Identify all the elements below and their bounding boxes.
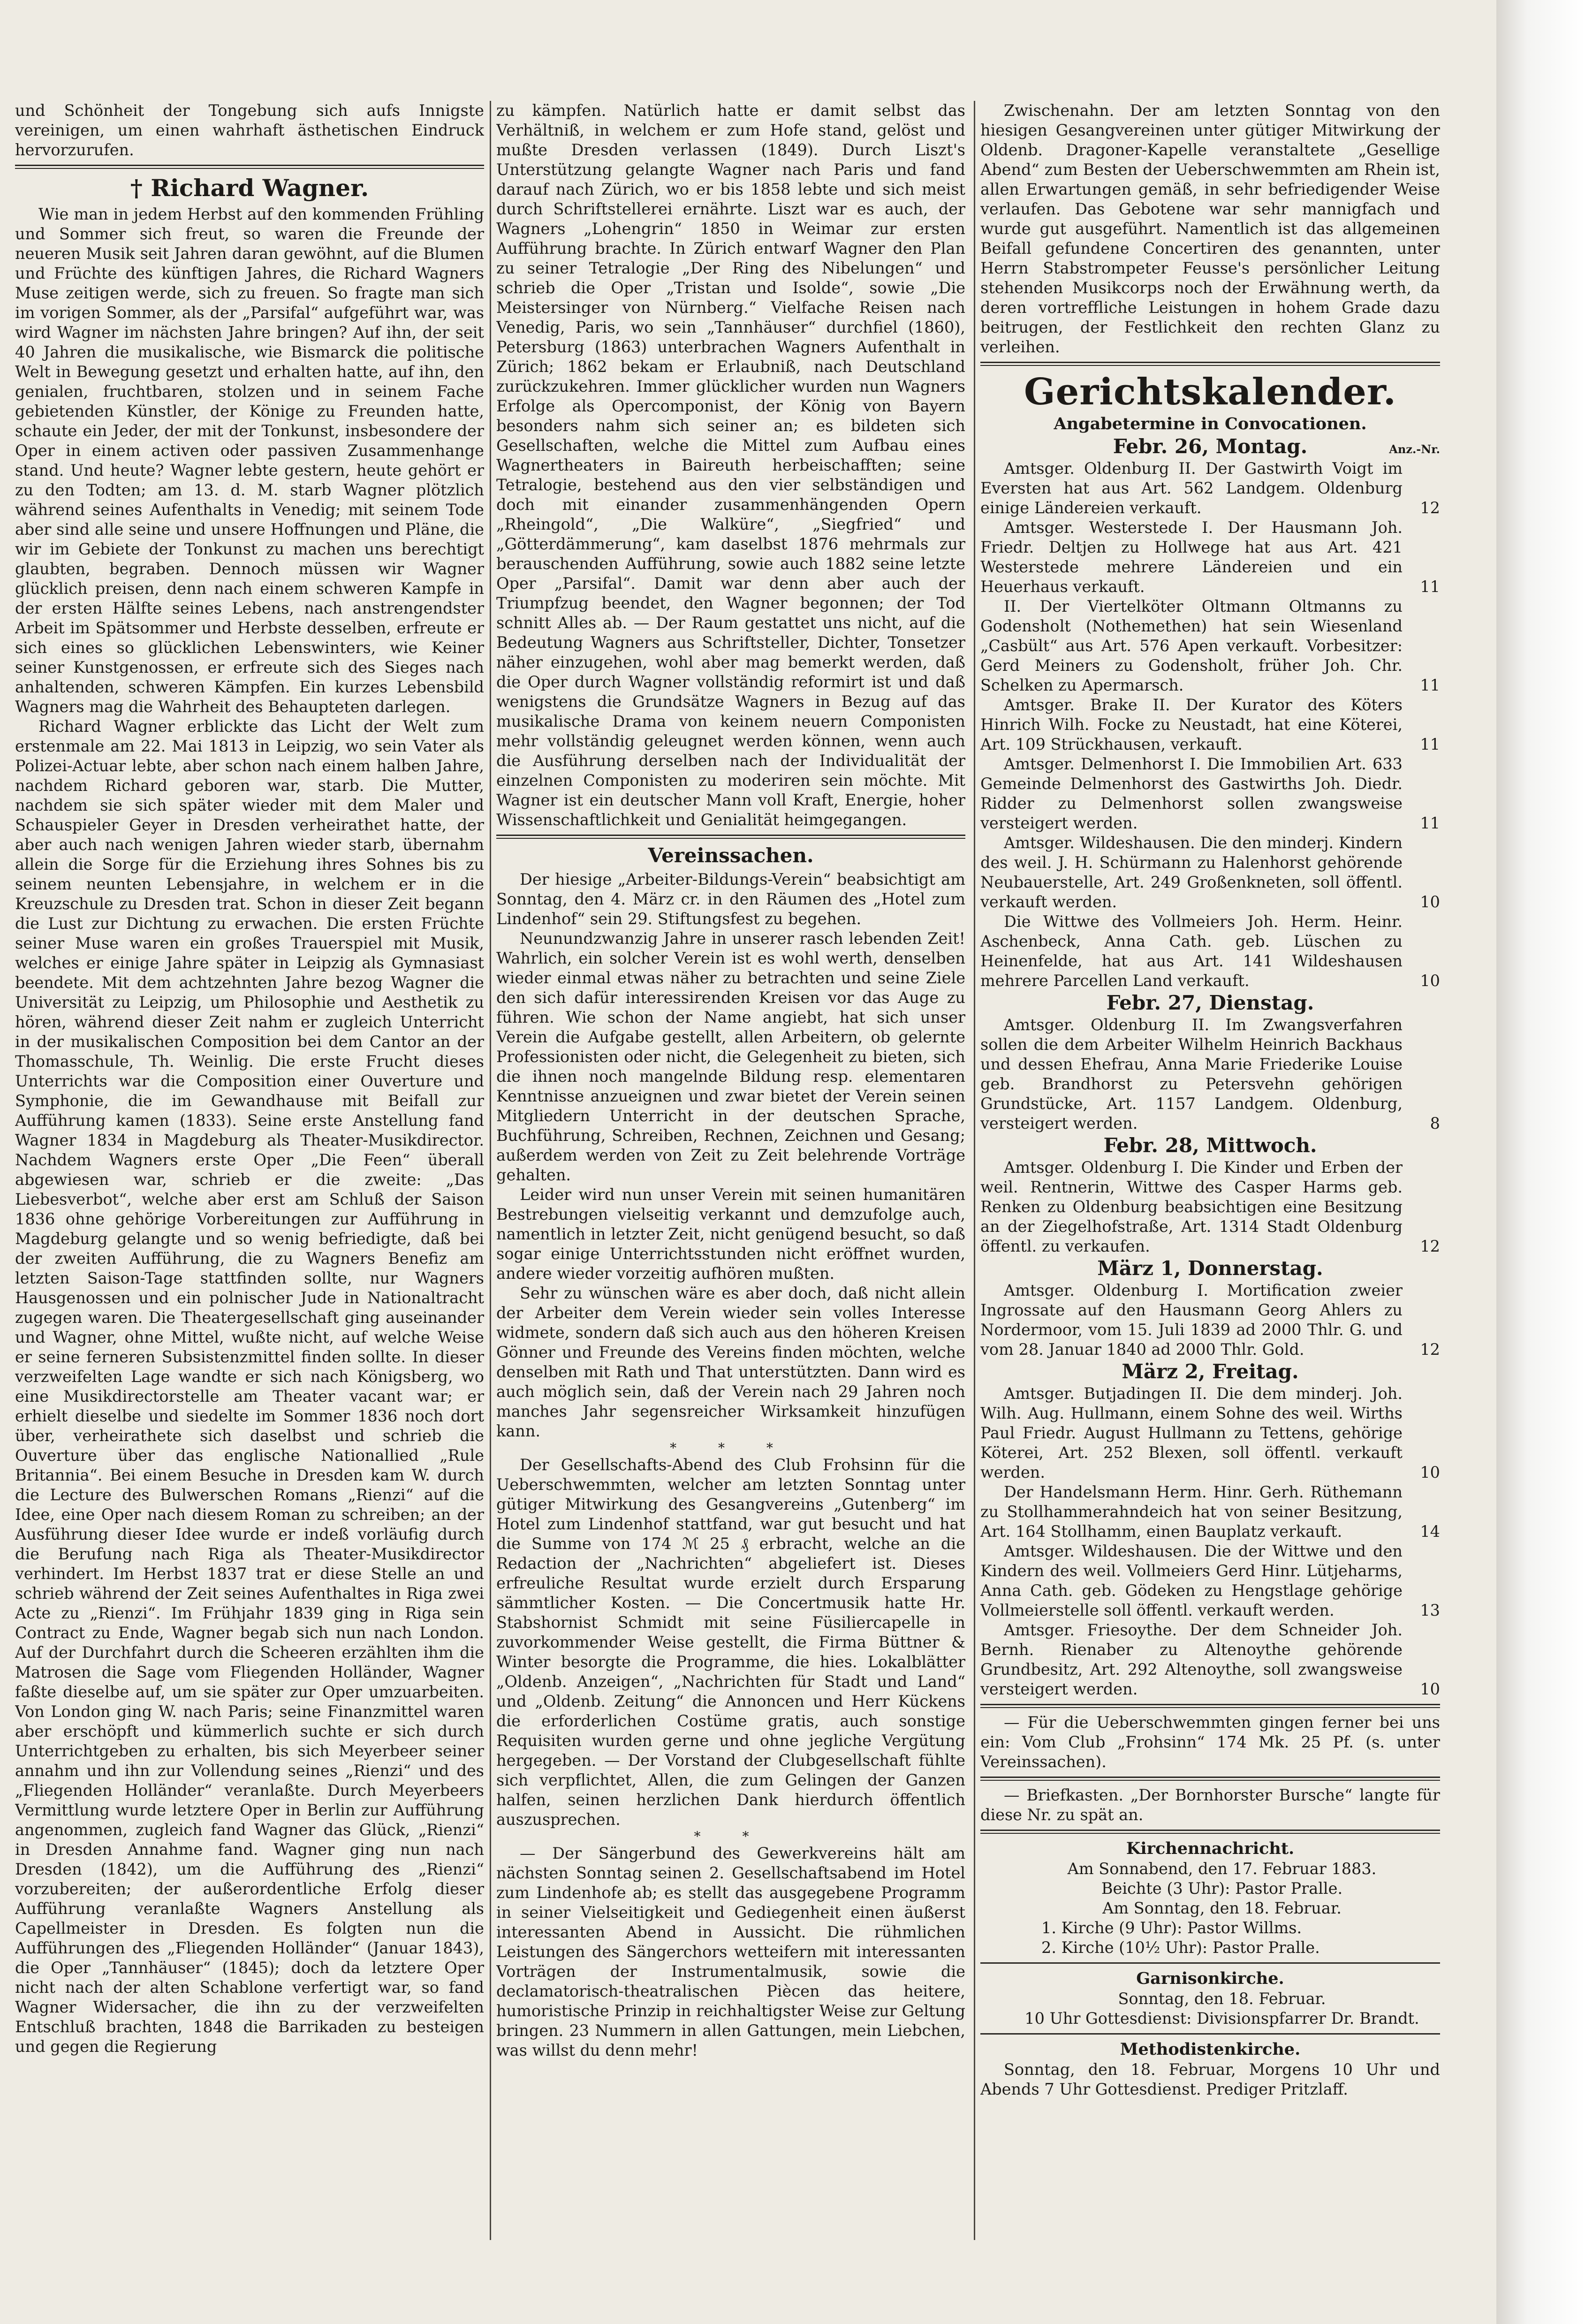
- entry-number: 12: [1420, 1237, 1440, 1255]
- entry-text: Die Wittwe des Vollmeiers Joh. Herm. Heinr. Aschenbeck, Anna Cath. geb. Lüschen zu Heinenfelde, hat aus Art. 141 Wildeshausen mehrere Parcellen Land verkauft.: [980, 912, 1403, 990]
- column-1: [15, 101, 484, 2278]
- section-heading: Vereinssachen.: [648, 844, 814, 867]
- paragraph: Leider wird nun unser Verein mit seinen humanitären Bestrebungen vielseitig verkannt und demzufolge auch, namentlich in letzter Zeit, nicht genügend besucht, so daß sogar einige Unterrichtsstunden nicht eröffnet wurden, andere wieder vorzeitig aufhören mußten.: [496, 1185, 965, 1283]
- court-entry: [980, 518, 1440, 597]
- date-heading: Febr. 28, Mittwoch.: [1103, 1134, 1317, 1157]
- church-line: Sonntag, den 18. Februar, Morgens 10 Uhr und Abends 7 Uhr Gottesdienst. Prediger Pritzlaff.: [980, 2060, 1440, 2098]
- date-heading: [980, 434, 1440, 459]
- court-entry: [980, 1542, 1440, 1620]
- entry-number: 12: [1420, 1340, 1440, 1359]
- court-entry: [980, 1620, 1440, 1699]
- entry-number: 11: [1420, 814, 1440, 832]
- church-heading: Garnisonkirche.: [1136, 1969, 1284, 1988]
- paragraph: Der Gesellschafts-Abend des Club Frohsinn für die Ueberschwemmten, welcher am letzten Sonntag unter gütiger Mitwirkung des Gesangvereins „Gutenberg“ im Hotel zum Lindenhof stattfand, war gut besucht und hat die Summe von 174 ℳ 25 ₰ erbracht, welche an die Redaction der „Nachrichten“ abgeliefert ist. Dieses erfreuliche Resultat wurde erzielt durch Ersparung sämmtlicher Kosten. — Die Concertmusik hatte Hr. Stabshornist Schmidt mit seine Füsiliercapelle in zuvorkommender Weise gestellt, die Firma Büttner & Winter besorgte die Programme, die hies. Lokalblätter „Oldenb. Anzeigen“, „Nachrichten für Stadt und Land“ und „Oldenb. Zeitung“ die Annoncen und Herr Kückens die erforderlichen Costüme gratis, auch sonstige Requisiten wurden gerne und ohne jegliche Vergütung hergegeben. — Der Vorstand der Clubgesellschaft fühlte sich verpflichtet, Allen, die zum Gelingen der Ganzen halfen, seinen herzlichen Dank hierdurch öffentlich auszusprechen.: [496, 1456, 965, 1829]
- date-label: Febr. 26, Montag.: [1113, 435, 1308, 458]
- entry-text: Amtsger. Wildeshausen. Die der Wittwe und den Kindern des weil. Vollmeiers Gerd Hinr. Lütjeharms, Anna Cath. geb. Gödeken zu Hengstlage gehörige Vollmeierstelle soll öffentl. verkauft werden.: [980, 1542, 1403, 1619]
- entry-text: Amtsger. Oldenburg II. Im Zwangsverfahren sollen die dem Arbeiter Wilhelm Heinrich Backhaus und dessen Ehefrau, Anna Marie Friederike Louise geb. Brandhorst zu Petersvehn gehörigen Grundstücke, Art. 1157 Landgem. Oldenburg, versteigert werden.: [980, 1016, 1403, 1132]
- entry-text: Amtsger. Brake II. Der Kurator des Köters Hinrich Wilh. Focke zu Neustadt, hat eine Köterei, Art. 109 Strückhausen, verkauft.: [980, 696, 1403, 753]
- paragraph: Richard Wagner erblickte das Licht der Welt zum erstenmale am 22. Mai 1813 in Leipzig, wo sein Vater als Polizei-Actuar lebte, aber schon nach einem halben Jahre, nachdem Richard geboren war, starb. Die Mutter, nachdem sie sich später wieder mit dem Maler und Schauspieler Geyer in Dresden verheirathet hatte, der aber auch nach wenigen Jahren wieder starb, übernahm allein die Sorge für die Erziehung ihres Sohnes bis zu seinem neunten Lebensjahre, in welchem er in die Kreuzschule zu Dresden trat. Schon in dieser Zeit begann die Lust zur Dichtung zu erwachen. Die ersten Früchte seiner Muse waren ein großes Trauerspiel mit Musik, welches er einige Jahre später in Leipzig als Gymnasiast beendete. Mit dem achtzehnten Jahre bezog Wagner die Universität zu Leipzig, um Philosophie und Aesthetik zu hören, während dieser Zeit nahm er zugleich Unterricht in der musikalischen Composition bei dem Cantor an der Thomasschule, Th. Weinlig. Die erste Frucht dieses Unterrichts war die Composition einer Ouverture und Symphonie, die im Gewandhause mit Beifall zur Aufführung kamen (1833). Seine erste Anstellung fand Wagner 1834 in Magdeburg als Theater-Musikdirector. Nachdem Wagners erste Oper „Die Feen“ überall abgewiesen war, schrieb er die zweite: „Das Liebesverbot“, welche aber erst am Schluß der Saison 1836 ohne gehörige Vorbereitungen zur Aufführung in Magdeburg gelangte und so wenig befriedigte, daß bei der zweiten Aufführung, die zu Wagners Benefiz am letzten Saison-Tage stattfinden sollte, nur Wagners Hausgenossen und ein polnischer Jude in Nationaltracht zugegen waren. Die Theatergesellschaft ging auseinander und Wagner, ohne Mittel, wußte nicht, auf welche Weise er seine ferneren Subsistenzmittel finden sollte. In dieser verzweifelten Lage wandte er sich nach Königsberg, wo eine Musikdirectorstelle am Theater vacant war; er erhielt dieselbe und siedelte im Sommer 1836 noch dort über, verheirathete sich daselbst und schrieb die Ouverture über das englische Nationallied „Rule Britannia“. Bei einem Besuche in Dresden kam W. durch die Lecture des Bulwerschen Romans „Rienzi“ auf die Idee, eine Oper nach diesem Roman zu schreiben; an der Ausführung dieser Idee wurde er indeß vorläufig durch die Berufung nach Riga als Theater-Musikdirector verhindert. Im Herbst 1837 trat er diese Stelle an und schrieb während der Zeit seines Aufenthaltes in Riga zwei Acte zu „Rienzi“. Im Frühjahr 1839 ging in Riga sein Contract zu Ende, Wagner begab sich nun nach London. Auf der Durchfahrt durch die Scheeren erzählten ihm die Matrosen die Sage vom Fliegenden Holländer, Wagner faßte dieselbe auf, um sie später zur Oper umzuarbeiten. Von London ging W. nach Paris; seine Finanzmittel waren aber erschöpft und kümmerlich suchte er sich durch Unterrichtgeben zu erhalten, bis sich Meyerbeer seiner annahm und ihn zur Vollendung seines „Rienzi“ und des „Fliegenden Holländer“ veranlaßte. Durch Meyerbeers Vermittlung wurde letztere Oper in Berlin zur Aufführung angenommen, zugleich fand Wagner das Glück, „Rienzi“ in Dresden Annahme fand. Wagner ging nun nach Dresden (1842), um die Aufführung des „Rienzi“ vorzubereiten; der außerordentliche Erfolg dieser Aufführung veranlaßte Wagners Anstellung als Capellmeister in Dresden. Es folgten nun die Aufführungen des „Fliegenden Holländer“ (Januar 1843), die Oper „Tannhäuser“ (1845); doch da letztere Oper nicht nach der alten Schablone verfertigt war, so fand Wagner Widersacher, die ihn zu der verzweifelten Entschluß brachten, 1848 die Barrikaden zu besteigen und gegen die Regierung: [15, 717, 484, 2056]
- article-heading: † Richard Wagner.: [130, 174, 369, 202]
- entry-number: 12: [1420, 499, 1440, 517]
- entry-text: Amtsger. Oldenburg II. Der Gastwirth Voigt im Eversten hat aus Art. 562 Landgem. Oldenburg einige Ländereien verkauft.: [980, 459, 1403, 517]
- entry-text: Amtsger. Oldenburg I. Mortification zweier Ingrossate auf den Hausmann Georg Ahlers zu Nordermoor, vom 15. Juli 1839 ad 2000 Thlr. G. und vom 28. Januar 1840 ad 2000 Thlr. Gold.: [980, 1281, 1403, 1359]
- court-entry: [980, 754, 1440, 833]
- paragraph: Der hiesige „Arbeiter-Bildungs-Verein“ beabsichtigt am Sonntag, den 4. März cr. in den Räumen des „Hotel zum Lindenhof“ sein 29. Stiftungsfest zu begehen.: [496, 870, 965, 928]
- section-heading: Gerichtskalender.: [1024, 371, 1396, 413]
- entry-number: 10: [1420, 893, 1440, 911]
- column-rule: [974, 101, 975, 2240]
- court-entry: [980, 1015, 1440, 1133]
- entry-number: 11: [1420, 676, 1440, 694]
- entry-text: Amtsger. Delmenhorst I. Die Immobilien Art. 633 Gemeinde Delmenhorst des Gastwirths Joh. Diedr. Ridder zu Delmenhorst sollen zwangsweise versteigert werden.: [980, 755, 1403, 832]
- entry-text: Amtsger. Wildeshausen. Die den minderj. Kindern des weil. J. H. Schürmann zu Halenhorst gehörende Neubauerstelle, Art. 249 Großenkneten, soll öffentl. verkauft werden.: [980, 834, 1403, 911]
- divider: [980, 1704, 1440, 1708]
- church-line: 2. Kirche (10½ Uhr): Pastor Pralle.: [1041, 1938, 1320, 1957]
- entry-number: 13: [1420, 1601, 1440, 1619]
- divider: [15, 165, 484, 169]
- separator-stars: * *: [694, 1829, 768, 1844]
- church-line: Am Sonnabend, den 17. Februar 1883.: [1067, 1860, 1377, 1878]
- entry-text: Amtsger. Butjadingen II. Die dem minderj. Joh. Wilh. Aug. Hullmann, einem Sohne des weil. Wirths Paul Friedr. August Hullmann zu Tettens, gehörige Köterei, Art. 252 Blexen, soll öffentl. verkauft werden.: [980, 1384, 1403, 1481]
- paragraph: Zwischenahn. Der am letzten Sonntag von den hiesigen Gesangvereinen unter gütiger Mitwirkung der Oldenb. Dragoner-Kapelle veranstaltete „Gesellige Abend“ zum Besten der Ueberschwemmten am Rhein ist, allen Erwartungen gemäß, in sehr befriedigender Weise verlaufen. Das Gebotene war sehr mannigfach und wurde gut ausgeführt. Namentlich ist das allgemeinen Beifall gefundene Concertiren des genannten, unter Herrn Stabstrompeter Feusse's persönlicher Leitung stehenden Musikcorps noch der Erwähnung werth, da deren vortreffliche Leistungen in hohem Grade dazu beitrugen, der Festlichkeit den rechten Glanz zu verleihen.: [980, 101, 1440, 356]
- divider: [496, 835, 965, 839]
- entry-text: Der Handelsmann Herm. Hinr. Gerh. Rüthemann zu Stollhammerahndeich hat von seiner Besitzung, Art. 164 Stollhamm, einen Bauplatz verkauft.: [980, 1483, 1403, 1541]
- church-line: Sonntag, den 18. Februar.: [1118, 1990, 1326, 2008]
- intro-text: und Schönheit der Tongebung sich aufs Innigste vereinigen, um einen wahrhaft ästhetischen Eindruck hervorzurufen.: [15, 101, 484, 159]
- paragraph: — Für die Ueberschwemmten gingen ferner bei uns ein: Vom Club „Frohsinn“ 174 Mk. 25 Pf. (s. unter Vereinssachen).: [980, 1713, 1440, 1771]
- court-entry: [980, 459, 1440, 518]
- court-entry: [980, 912, 1440, 991]
- entry-number: 11: [1420, 577, 1440, 596]
- court-entry: [980, 1482, 1440, 1542]
- separator-stars: * * *: [670, 1440, 792, 1456]
- page-margin: [1496, 0, 1585, 2324]
- paragraph: Neunundzwanzig Jahre in unserer rasch lebenden Zeit! Wahrlich, ein solcher Verein ist es wohl werth, denselben wieder einmal etwas näher zu betrachten und seine Ziele den sich dafür interessirenden Kreisen vor das Auge zu führen. Wie schon der Name angiebt, hat sich unser Verein die Aufgabe gestellt, allen Arbeitern, ob gelernte Professionisten oder nicht, die Gelegenheit zu bieten, sich die ihnen noch mangelnde Bildung resp. elementaren Kenntnisse anzueignen und zwar bietet der Verein seinen Mitgliedern Unterricht in der deutschen Sprache, Buchführung, Schreiben, Rechnen, Zeichnen und Gesang; außerdem werden von Zeit zu Zeit belehrende Vorträge gehalten.: [496, 929, 965, 1184]
- entry-number: 14: [1420, 1522, 1440, 1541]
- divider: [980, 362, 1440, 366]
- entry-number: 10: [1420, 1680, 1440, 1698]
- church-line: 1. Kirche (9 Uhr): Pastor Willms.: [1041, 1919, 1302, 1937]
- divider: [980, 2033, 1440, 2035]
- column-rule: [490, 101, 491, 2240]
- entry-number: 11: [1420, 735, 1440, 753]
- court-entry: [980, 833, 1440, 912]
- church-heading: Kirchennachricht.: [1126, 1839, 1295, 1858]
- entry-number: 10: [1420, 1463, 1440, 1481]
- date-heading: März 1, Donnerstag.: [1097, 1257, 1323, 1280]
- court-entry: [980, 1281, 1440, 1359]
- entry-number: 8: [1430, 1114, 1440, 1132]
- date-heading: Febr. 27, Dienstag.: [1106, 991, 1314, 1014]
- entry-text: Amtsger. Westerstede I. Der Hausmann Joh. Friedr. Deltjen zu Hollwege hat aus Art. 421 Westerstede mehrere Ländereien und ein Heuerhaus verkauft.: [980, 518, 1403, 596]
- court-entry: [980, 597, 1440, 695]
- column-label: Anz.-Nr.: [1389, 442, 1440, 456]
- entry-text: Amtsger. Friesoythe. Der dem Schneider Joh. Bernh. Rienaber zu Altenoythe gehörende Grundbesitz, Art. 292 Altenoythe, soll zwangsweise versteigert werden.: [980, 1621, 1403, 1698]
- church-line: Am Sonntag, den 18. Februar.: [1102, 1899, 1342, 1917]
- church-line: Beichte (3 Uhr): Pastor Pralle.: [1101, 1879, 1343, 1898]
- section-subheading: Angabetermine in Convocationen.: [1054, 414, 1367, 433]
- paragraph: — Der Sängerbund des Gewerkvereins hält am nächsten Sonntag seinen 2. Gesellschaftsabend im Hotel zum Lindenhofe ab; es stellt das ausgegebene Programm in seiner Vielseitigkeit und Gediegenheit einen äußerst interessanten Abend in Aussicht. Die rühmlichen Leistungen des Sängerchors wetteifern mit interessanten Vorträgen der Instrumentalmusik, sowie die declamatorisch-theatralischen Piècen das heitere, humoristische Prinzip in reichhaltigster Weise zur Geltung bringen. 23 Nummern in allen Gattungen, mein Liebchen, was willst du denn mehr!: [496, 1844, 965, 2059]
- church-line: 10 Uhr Gottesdienst: Divisionspfarrer Dr. Brandt.: [1024, 2009, 1419, 2028]
- court-entry: [980, 1158, 1440, 1256]
- divider: [980, 1830, 1440, 1834]
- church-heading: Methodistenkirche.: [1120, 2040, 1301, 2059]
- paragraph: Sehr zu wünschen wäre es aber doch, daß nicht allein der Arbeiter dem Verein wieder sein volles Interesse widmete, sondern daß sich auch aus den höheren Kreisen Gönner und Freunde des Vereins finden möchten, welche denselben mit Rath und That unterstützten. Dann wird es auch möglich sein, daß der Verein nach 29 Jahren noch manches Jahr segensreicher Wirksamkeit hinzufügen kann.: [496, 1284, 965, 1440]
- column-2: [496, 101, 965, 2278]
- entry-text: Amtsger. Oldenburg I. Die Kinder und Erben der weil. Rentnerin, Wittwe des Casper Harms geb. Renken zu Oldenburg beabsichtigen eine Besitzung an der Ziegelhofstraße, Art. 1314 Stadt Oldenburg öffentl. zu verkaufen.: [980, 1158, 1403, 1255]
- court-entry: [980, 695, 1440, 754]
- divider: [980, 1962, 1440, 1964]
- divider: [980, 1777, 1440, 1781]
- paragraph: — Briefkasten. „Der Bornhorster Bursche“ langte für diese Nr. zu spät an.: [980, 1786, 1440, 1824]
- paragraph: zu kämpfen. Natürlich hatte er damit selbst das Verhältniß, in welchem er zum Hofe stand, gelöst und mußte Dresden verlassen (1849). Durch Liszt's Unterstützung gelangte Wagner nach Paris und fand darauf nach Zürich, wo er bis 1858 lebte und sich meist durch Schriftstellerei ernährte. Liszt war es auch, der Wagners „Lohengrin“ 1850 in Weimar zur ersten Aufführung brachte. In Zürich entwarf Wagner den Plan zu seiner Tetralogie „Der Ring des Nibelungen“ und schrieb die Oper „Tristan und Isolde“, sowie „Die Meistersinger von Nürnberg.“ Vielfache Reisen nach Venedig, Paris, wo sein „Tannhäuser“ durchfiel (1860), Petersburg (1863) unterbrachen Wagners Aufenthalt in Zürich; 1862 bekam er Erlaubniß, nach Deutschland zurückzukehren. Immer glücklicher wurden nun Wagners Erfolge als Opercomponist, der König von Bayern besonders nahm sich seiner an; es bildeten sich Gesellschaften, welche die Mittel zum Aufbau eines Wagnertheaters in Baireuth herbeischafften; seine Tetralogie, bestehend aus den vier selbständigen und doch mit einander zusammenhängenden Opern „Rheingold“, „Die Walküre“, „Siegfried“ und „Götterdämmerung“, kam daselbst 1876 mehrmals zur berauschenden Aufführung, sowie auch 1882 seine letzte Oper „Parsifal“. Damit war denn aber auch der Triumpfzug beendet, den Wagner begonnen; der Tod schnitt Alles ab. — Der Raum gestattet uns nicht, auf die Bedeutung Wagners aus Schriftsteller, Dichter, Tonsetzer näher einzugehen, wohl aber mag bemerkt werden, daß die Oper durch Wagner vollständig reformirt ist und daß wenigstens die Grundsätze Wagners in Bezug auf das musikalische Drama von keinem neuern Componisten mehr vollständig geleugnet werden können, wenn auch die Ausführung derselben nach der Individualität der einzelnen Componisten zu moderiren sein möchte. Mit Wagner ist ein deutscher Mann voll Kraft, Energie, hoher Wissenschaftlichkeit und Genialität heimgegangen.: [496, 101, 965, 829]
- date-heading: März 2, Freitag.: [1122, 1360, 1299, 1383]
- entry-number: 10: [1420, 972, 1440, 990]
- court-entry: [980, 1384, 1440, 1482]
- paragraph: Wie man in jedem Herbst auf den kommenden Frühling und Sommer sich freut, so waren die Freunde der neueren Musik seit Jahren daran gewöhnt, auf die Blumen und Früchte des künftigen Jahres, die Richard Wagners Muse zeitigen werde, sich zu freuen. So fragte man sich im vorigen Sommer, als der „Parsifal“ aufgeführt war, was wird Wagner im nächsten Jahre bringen? Auf ihn, der seit 40 Jahren die musikalische, wie Bismarck die politische Welt in Bewegung gesetzt und erhalten hatte, auf ihn, den genialen, fruchtbaren, stolzen und in seinem Fache gebietenden Künstler, der Könige zu Freunden hatte, schaute ein Jeder, der mit der Tonkunst, insbesondere der Oper in einem activen oder passiven Zusammenhange stand. Und heute? Wagner lebte gestern, heute gehört er zu den Todten; am 13. d. M. starb Wagner plötzlich während seines Aufenthalts in Venedig; mit seinem Tode aber sind alle seine und unsere Hoffnungen und Pläne, die wir im Gebiete der Tonkunst zu machen uns berechtigt glaubten, begraben. Dennoch müssen wir Wagner glücklich preisen, denn nach einem schweren Kampfe in der ersten Hälfte seines Lebens, nach anstrengendster Arbeit im Spätsommer und Herbste desselben, erfreute er sich eines so glücklichen Lebenswinters, wie Keiner seiner Kunstgenossen, er erfreute sich des Sieges nach anhaltenden, schweren Kämpfen. Ein kurzes Lebensbild Wagners mag die Wahrheit des Behaupteten darlegen.: [15, 205, 484, 716]
- entry-text: II. Der Viertelköter Oltmann Oltmanns zu Godensholt (Nothemethen) hat sein Wiesenland „Casbült“ aus Art. 576 Apen verkauft. Vorbesitzer: Gerd Meiners zu Godensholt, früher Joh. Chr. Schelken zu Apermarsch.: [980, 597, 1403, 694]
- column-3: [980, 101, 1440, 2278]
